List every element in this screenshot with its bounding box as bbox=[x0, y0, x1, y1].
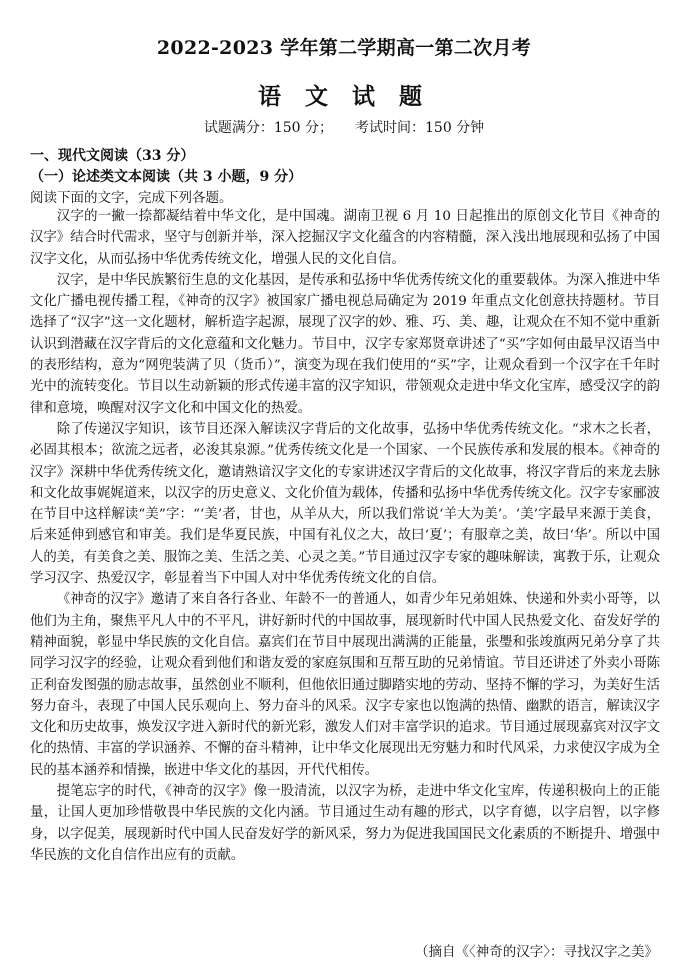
exam-meta bbox=[0, 117, 688, 137]
passage bbox=[30, 206, 660, 866]
passage-paragraph: 汉字的一撇一捺都凝结着中华文化，是中国魂。湖南卫视 6 月 10 日起推出的原创文化节目《神奇的汉字》结合时代需求，坚守与创新并举，深入挖掘汉字文化蕴含的内容精髓，深入浅出地展现和弘扬了中国汉字文化，从而弘扬中华优秀传统文化，增强人民的文化自信。 bbox=[30, 209, 660, 267]
exam-title: 2022-2023 学年第二学期高一第二次月考 bbox=[156, 37, 532, 59]
section-title: 一、现代文阅读（33 分） bbox=[30, 148, 195, 164]
passage-paragraph: 《神奇的汉字》邀请了来自各行各业、年龄不一的普通人，如青少年兄弟姐姝、快递和外卖小哥等，以他们为主角，聚焦平凡人中的不平凡，讲好新时代的中国故事，展现新时代中国人民热爱文化、奋发好学的精神面貌，彰显中华民族的文化自信。嘉宾们在节目中展现出满满的正能量，张璺和张竣旗两兄弟分享了共同学习汉字的经验，让观众看到他们和谐友爱的家庭氛围和互帮互助的兄弟情谊。节目还讲述了外卖小哥陈正利奋发图强的励志故事，虽然创业不顺利，但他依旧通过脚踏实地的劳动、坚持不懈的学习，为美好生活努力奋斗，表现了中国人民乐观向上、努力奋斗的风采。汉字专家也以饱满的热情、幽默的语言，解读汉字文化和历史故事，焕发汉字进入新时代的新光彩，激发人们对丰富学识的追求。节目通过展现嘉宾对汉字文化的热情、丰富的学识涵养、不懈的奋斗精神，让中华文化展现出无穷魅力和时代风采，力求使汉字成为全民的基本涵养和情操，嵌进中华文化的基因，开代代相传。 bbox=[30, 592, 660, 778]
subject-title: 语 文 试 题 bbox=[257, 83, 431, 110]
passage-paragraph: 汉字，是中华民族繁衍生息的文化基因，是传承和弘扬中华优秀传统文化的重要载体。为深入推进中华文化广播电视传播工程，《神奇的汉字》被国家广播电视总局确定为 2019 年重点文化创意扶持题材。节目选择了“汉字”这一文化题材，解析造字起源，展现了汉字的妙、雅、巧、美、趣，让观众在不知不觉中重新认识到潜藏在汉字背后的文化意蕴和文化魅力。节目中，汉字专家郑贤章讲述了“买”字如何由最早汉语当中的表形结构，意为“网兜装满了贝（货币）”，演变为现在我们使用的“买”字，让观众看到一个汉字在千年时光中的流转变化。节目以生动新颖的形式传递丰富的汉字知识，带领观众走进中华文化宝库，感受汉字的韵律和意境，唤醒对汉字文化和中国文化的热爱。 bbox=[30, 272, 660, 416]
reading-instruction: 阅读下面的文字，完成下列各题。 bbox=[30, 190, 233, 206]
full-score: 试题满分：150 分； bbox=[203, 120, 333, 136]
exam-time: 考试时间：150 分钟 bbox=[355, 120, 485, 136]
passage-source: （摘自《〈神奇的汉字〉：寻找汉字之美》 bbox=[415, 944, 658, 960]
subsection-title: （一）论述类文本阅读（共 3 小题，9 分） bbox=[30, 169, 303, 185]
passage-paragraph: 提笔忘字的时代，《神奇的汉字》像一股清流，以汉字为桥，走进中华文化宝库，传递积极向上的正能量，让国人更加珍惜敬畏中华民族的文化内涵。节目通过生动有趣的形式，以字育德，以字启智，以字修身，以字促美，展现新时代中国人民奋发好学的新风采，努力为促进我国国民文化素质的不断提升、增强中华民族的文化自信作出应有的贡献。 bbox=[30, 784, 660, 863]
passage-paragraph: 除了传递汉字知识，该节目还深入解读汉字背后的文化故事，弘扬中华优秀传统文化。“求木之长者，必固其根本；欲流之远者，必浚其泉源。”优秀传统文化是一个国家、一个民族传承和发展的根本。《神奇的汉字》深耕中华优秀传统文化，邀请熟谙汉字文化的专家讲述汉字背后的文化故事，将汉字背后的来龙去脉和文化故事娓娓道来，以汉字的历史意义、文化价值为载体，传播和弘扬中华优秀传统文化。汉字专家郦波在节目中这样解读“美”字：“‘美’者，甘也，从羊从大，所以我们常说‘羊大为美’。‘美’字最早来源于美食，后来延伸到感官和审美。我们是华夏民族，中国有礼仪之大，故曰‘夏’；有服章之美，故曰‘华’。所以中国人的美，有美食之美、服饰之美、生活之美、心灵之美。”节目通过汉字专家的趣味解读，寓教于乐，让观众学习汉字、热爱汉字，彰显着当下中国人对中华优秀传统文化的自信。 bbox=[30, 421, 660, 587]
